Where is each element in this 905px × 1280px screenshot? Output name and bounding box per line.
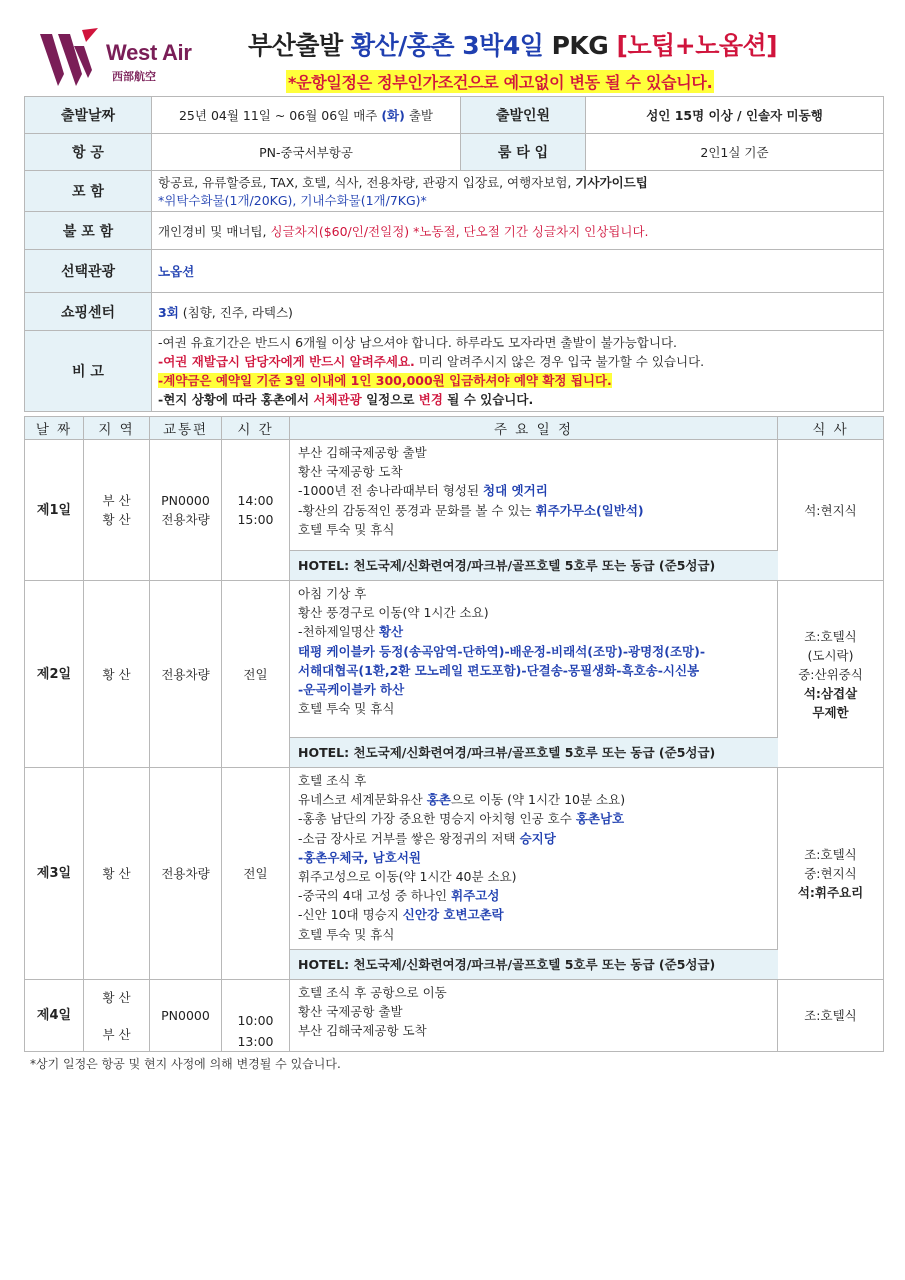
- day-label: 제2일: [25, 581, 84, 768]
- meal: 석:휘주요리: [797, 885, 864, 900]
- itinerary-line: [298, 829, 769, 848]
- excluded-single-charge: 싱글차지($60/인/전일정) *노동절, 단오절 기간 싱글차지 인상됩니다.: [270, 223, 649, 239]
- itinerary-text: -신안 10대 명승지: [298, 907, 403, 923]
- time: 15:00: [237, 512, 274, 527]
- meal: 석:삼겹살: [803, 685, 858, 701]
- remark-local: [158, 390, 877, 409]
- itinerary-line: [298, 771, 769, 790]
- itinerary-text: 홍촌남호: [575, 811, 625, 827]
- depart-value: [152, 97, 461, 134]
- time-cell: [222, 581, 290, 768]
- meal: 무제한: [812, 704, 849, 720]
- itinerary-text: 아침 기상 후: [298, 586, 367, 601]
- itinerary-line: [298, 462, 769, 481]
- meals-cell: [778, 581, 884, 768]
- schedule-table: [24, 416, 884, 1052]
- option-value: 노옵션: [152, 250, 884, 293]
- itinerary-text: 호텔 투숙 및 휴식: [298, 701, 395, 717]
- remarks-value: [152, 331, 884, 412]
- included-baggage: *위탁수화물(1개/20KG), 기내수화물(1개/7KG)*: [158, 193, 427, 208]
- transport-cell: [150, 581, 222, 768]
- transport: PN0000: [161, 493, 210, 508]
- time-cell: [222, 440, 290, 581]
- itinerary-line: [298, 443, 769, 462]
- itinerary-text: 태평 케이블카 등정(송곡암역-단하역)-배운정-비래석(조망)-광명정(조망)-: [298, 643, 706, 659]
- itinerary-text: 황산 풍경구로 이동(약 1시간 소요): [298, 605, 489, 621]
- itinerary-line: [298, 848, 769, 867]
- itinerary-lines: [290, 581, 777, 722]
- footnote: *상기 일정은 항공 및 현지 사정에 의해 변경될 수 있습니다.: [30, 1057, 341, 1071]
- hotel-info: HOTEL: 천도국제/신화련여경/파크뷰/골프호텔 5호루 또는 동급 (준5성급): [290, 949, 778, 979]
- itinerary-text: -소금 장사로 거부를 쌓은 왕정귀의 저택: [298, 830, 520, 846]
- brand-name-cn: 西部航空: [112, 70, 156, 83]
- depart-suffix: 출발: [408, 108, 433, 123]
- info-table: [24, 96, 884, 412]
- meals-cell: [778, 768, 884, 980]
- time: 13:00: [237, 1034, 274, 1049]
- shopping-label: 쇼핑센터: [25, 293, 152, 331]
- itinerary-text: -홍총 남단의 가장 중요한 명승지 아치형 인공 호수: [298, 811, 576, 827]
- title-part4: PKG: [551, 31, 609, 60]
- pax-value: 성인 15명 이상 / 인솔자 미동행: [586, 97, 884, 134]
- included-value: [152, 171, 884, 212]
- hotel-info: HOTEL: 천도국제/신화련여경/파크뷰/골프호텔 5호루 또는 동급 (준5성급): [290, 550, 778, 580]
- remark-reissue-rest: 미리 알려주시지 않은 경우 입국 불가할 수 있습니다.: [418, 354, 705, 369]
- region-cell: [84, 581, 150, 768]
- region-cell: [84, 980, 150, 1052]
- region: 황 산: [102, 666, 131, 682]
- itinerary-line: [298, 603, 769, 622]
- itinerary-line: [298, 983, 769, 1002]
- depart-dates: 25년 04월 11일 ~ 06월 06일 매주: [178, 108, 378, 123]
- itinerary-line: [298, 1002, 769, 1021]
- region-cell: [84, 768, 150, 980]
- itinerary-line: [298, 790, 769, 809]
- itinerary-line: [298, 520, 769, 539]
- region: 황 산: [102, 866, 131, 881]
- itinerary-text: -황산의 감동적인 풍경과 문화를 볼 수 있는: [298, 502, 536, 518]
- title-part1: 부산출발: [248, 31, 343, 60]
- shopping-value: [152, 293, 884, 331]
- itinerary-text: 황산 국제공항 출발: [298, 1004, 403, 1020]
- itinerary-text: -운곡케이블카 하산: [298, 682, 405, 698]
- itinerary-text: 으로 이동 (약 1시간 10분 소요): [450, 792, 626, 808]
- remark-local-b: 서체관광: [313, 392, 362, 407]
- included-label: 포 함: [25, 171, 152, 212]
- transport: 전용차량: [161, 666, 210, 682]
- itinerary-cell: [290, 581, 778, 768]
- region: 부 산: [102, 1026, 131, 1042]
- itinerary-lines: [290, 768, 777, 948]
- remark-local-a: -현지 상황에 따라 홍촌에서: [158, 392, 310, 407]
- time: 전일: [243, 866, 268, 881]
- itinerary-line: [298, 886, 769, 905]
- remark-local-e: 될 수 있습니다.: [447, 392, 534, 407]
- itinerary-text: 황산: [378, 624, 404, 640]
- room-value: 2인1실 기준: [586, 134, 884, 171]
- itinerary-line: [298, 905, 769, 924]
- excluded-label: 불 포 함: [25, 212, 152, 250]
- meal: 석:현지식: [804, 502, 857, 518]
- brand-name-en: West Air: [106, 40, 192, 65]
- region: 황 산: [102, 989, 131, 1005]
- airline-value: PN-중국서부항공: [152, 134, 461, 171]
- itinerary-line: [298, 1021, 769, 1040]
- itinerary-text: 신안강 호변고촌락: [402, 907, 504, 923]
- itinerary-lines: [290, 440, 777, 543]
- itinerary-text: -천하제일명산: [298, 624, 379, 640]
- region-cell: [84, 440, 150, 581]
- excluded-value: [152, 212, 884, 250]
- remark-deposit-text: -계약금은 예약일 기준 3일 이내에 1인 300,000원 입금하셔야 예약 확정 됩니다.: [158, 373, 612, 388]
- schedule-row: [25, 440, 884, 581]
- meal: (도시락): [807, 647, 854, 663]
- itinerary-text: 호텔 투숙 및 휴식: [298, 521, 395, 537]
- itinerary-line: [298, 925, 769, 944]
- remark-local-c: 일정으로: [366, 392, 415, 407]
- itinerary-cell: [290, 768, 778, 980]
- remark-reissue: [158, 352, 877, 371]
- itinerary-text: 유네스코 세계문화유산: [298, 792, 427, 808]
- notice-banner: *운항일정은 정부인가조건으로 예고없이 변동 될 수 있습니다.: [286, 70, 714, 93]
- itinerary-text: -홍촌우체국, 남호서원: [298, 849, 421, 865]
- itinerary-text: 부산 김해국제공항 도착: [298, 1023, 427, 1039]
- remark-local-d: 변경: [418, 392, 443, 407]
- transport: PN0000: [161, 1008, 210, 1023]
- day-label: 제4일: [25, 980, 84, 1052]
- time-cell: [222, 980, 290, 1052]
- header-time: 시 간: [222, 417, 290, 440]
- region: 부 산: [102, 493, 131, 508]
- title-part5: [노팁+노옵션]: [616, 31, 778, 60]
- transport-cell: [150, 980, 222, 1052]
- room-label: 룸 타 입: [461, 134, 586, 171]
- depart-weekday: (화): [381, 108, 405, 123]
- itinerary-cell: [290, 980, 778, 1052]
- remark-reissue-red: -여권 재발급시 담당자에게 반드시 알려주세요.: [158, 354, 415, 369]
- title-part3: 3박4일: [462, 31, 544, 60]
- remark-deposit: [158, 371, 877, 390]
- header-date: 날 짜: [25, 417, 84, 440]
- header-itinerary: 주 요 일 정: [290, 417, 778, 440]
- header-transport: 교통편: [150, 417, 222, 440]
- meals-cell: [778, 440, 884, 581]
- itinerary-text: 휘주고성: [451, 888, 500, 904]
- itinerary-text: 홍촌: [426, 792, 451, 808]
- itinerary-text: 승지당: [519, 830, 556, 846]
- meal: 중:산위중식: [798, 666, 863, 682]
- time: 전일: [243, 666, 268, 682]
- itinerary-text: 서해대협곡(1환,2환 모노레일 편도포함)-단결송-몽필생화-흑호송-시신봉: [298, 662, 700, 678]
- day-label: 제3일: [25, 768, 84, 980]
- itinerary-text: 황산 국제공항 도착: [298, 464, 403, 480]
- shopping-count: 3회: [158, 304, 179, 320]
- included-items: 항공료, 유류할증료, TAX, 호텔, 식사, 전용차량, 관광지 입장료, 여행자보험,: [158, 175, 572, 190]
- transport: 전용차량: [161, 512, 210, 527]
- page-title: [248, 26, 777, 62]
- excluded-items: 개인경비 및 매너팁,: [158, 223, 267, 239]
- depart-label: 출발날짜: [25, 97, 152, 134]
- itinerary-text: 휘주가무소(일반석): [535, 502, 644, 518]
- itinerary-text: 호텔 조식 후: [298, 773, 367, 788]
- schedule-row: [25, 581, 884, 768]
- itinerary-text: 휘주고성으로 이동(약 1시간 40분 소요): [298, 869, 517, 885]
- itinerary-line: [298, 867, 769, 886]
- remark-passport: -여권 유효기간은 반드시 6개월 이상 남으셔야 합니다. 하루라도 모자라면 출발이 불가능합니다.: [158, 335, 677, 350]
- header-meals: 식 사: [778, 417, 884, 440]
- schedule-row: [25, 980, 884, 1052]
- itinerary-line: [298, 622, 769, 641]
- itinerary-line: [298, 584, 769, 603]
- west-air-logo-icon: [36, 24, 102, 90]
- included-guide-tip: 기사가이드팁: [575, 175, 648, 190]
- transport-cell: [150, 768, 222, 980]
- brand-logo: [36, 24, 216, 94]
- title-part2: 황산/홍촌: [350, 31, 455, 60]
- remarks-label: 비 고: [25, 331, 152, 412]
- itinerary-cell: [290, 440, 778, 581]
- itinerary-line: [298, 680, 769, 699]
- itinerary-text: 호텔 조식 후 공항으로 이동: [298, 985, 447, 1000]
- itinerary-text: 부산 김해국제공항 출발: [298, 445, 427, 460]
- meal: 조:호텔식: [804, 628, 857, 644]
- itinerary-text: 청대 옛거리: [483, 483, 548, 499]
- time: 14:00: [237, 493, 274, 508]
- schedule-header-row: [25, 417, 884, 440]
- itinerary-line: [298, 501, 769, 520]
- airline-label: 항 공: [25, 134, 152, 171]
- itinerary-text: -1000년 전 송나라때부터 형성된: [298, 483, 484, 499]
- itinerary-line: [298, 661, 769, 680]
- itinerary-line: [298, 699, 769, 718]
- schedule-row: [25, 768, 884, 980]
- itinerary-line: [298, 481, 769, 500]
- transport-cell: [150, 440, 222, 581]
- day-label: 제1일: [25, 440, 84, 581]
- meal: 중:현지식: [804, 866, 857, 881]
- meal: 조:호텔식: [804, 1008, 857, 1023]
- itinerary-text: -중국의 4대 고성 중 하나인: [298, 888, 452, 904]
- meal: 조:호텔식: [804, 847, 857, 862]
- region: 황 산: [102, 512, 131, 527]
- time-cell: [222, 768, 290, 980]
- itinerary-text: 호텔 투숙 및 휴식: [298, 926, 395, 942]
- schedule-body: [25, 440, 884, 1052]
- header-region: 지 역: [84, 417, 150, 440]
- hotel-info: HOTEL: 천도국제/신화련여경/파크뷰/골프호텔 5호루 또는 동급 (준5성급): [290, 737, 778, 767]
- itinerary-line: [298, 642, 769, 661]
- option-label: 선택관광: [25, 250, 152, 293]
- itinerary-line: [298, 809, 769, 828]
- shopping-list: (침향, 진주, 라텍스): [182, 304, 293, 320]
- itinerary-lines: [290, 980, 777, 1045]
- pax-label: 출발인원: [461, 97, 586, 134]
- meals-cell: [778, 980, 884, 1052]
- time: 10:00: [237, 1013, 274, 1028]
- transport: 전용차량: [161, 866, 210, 881]
